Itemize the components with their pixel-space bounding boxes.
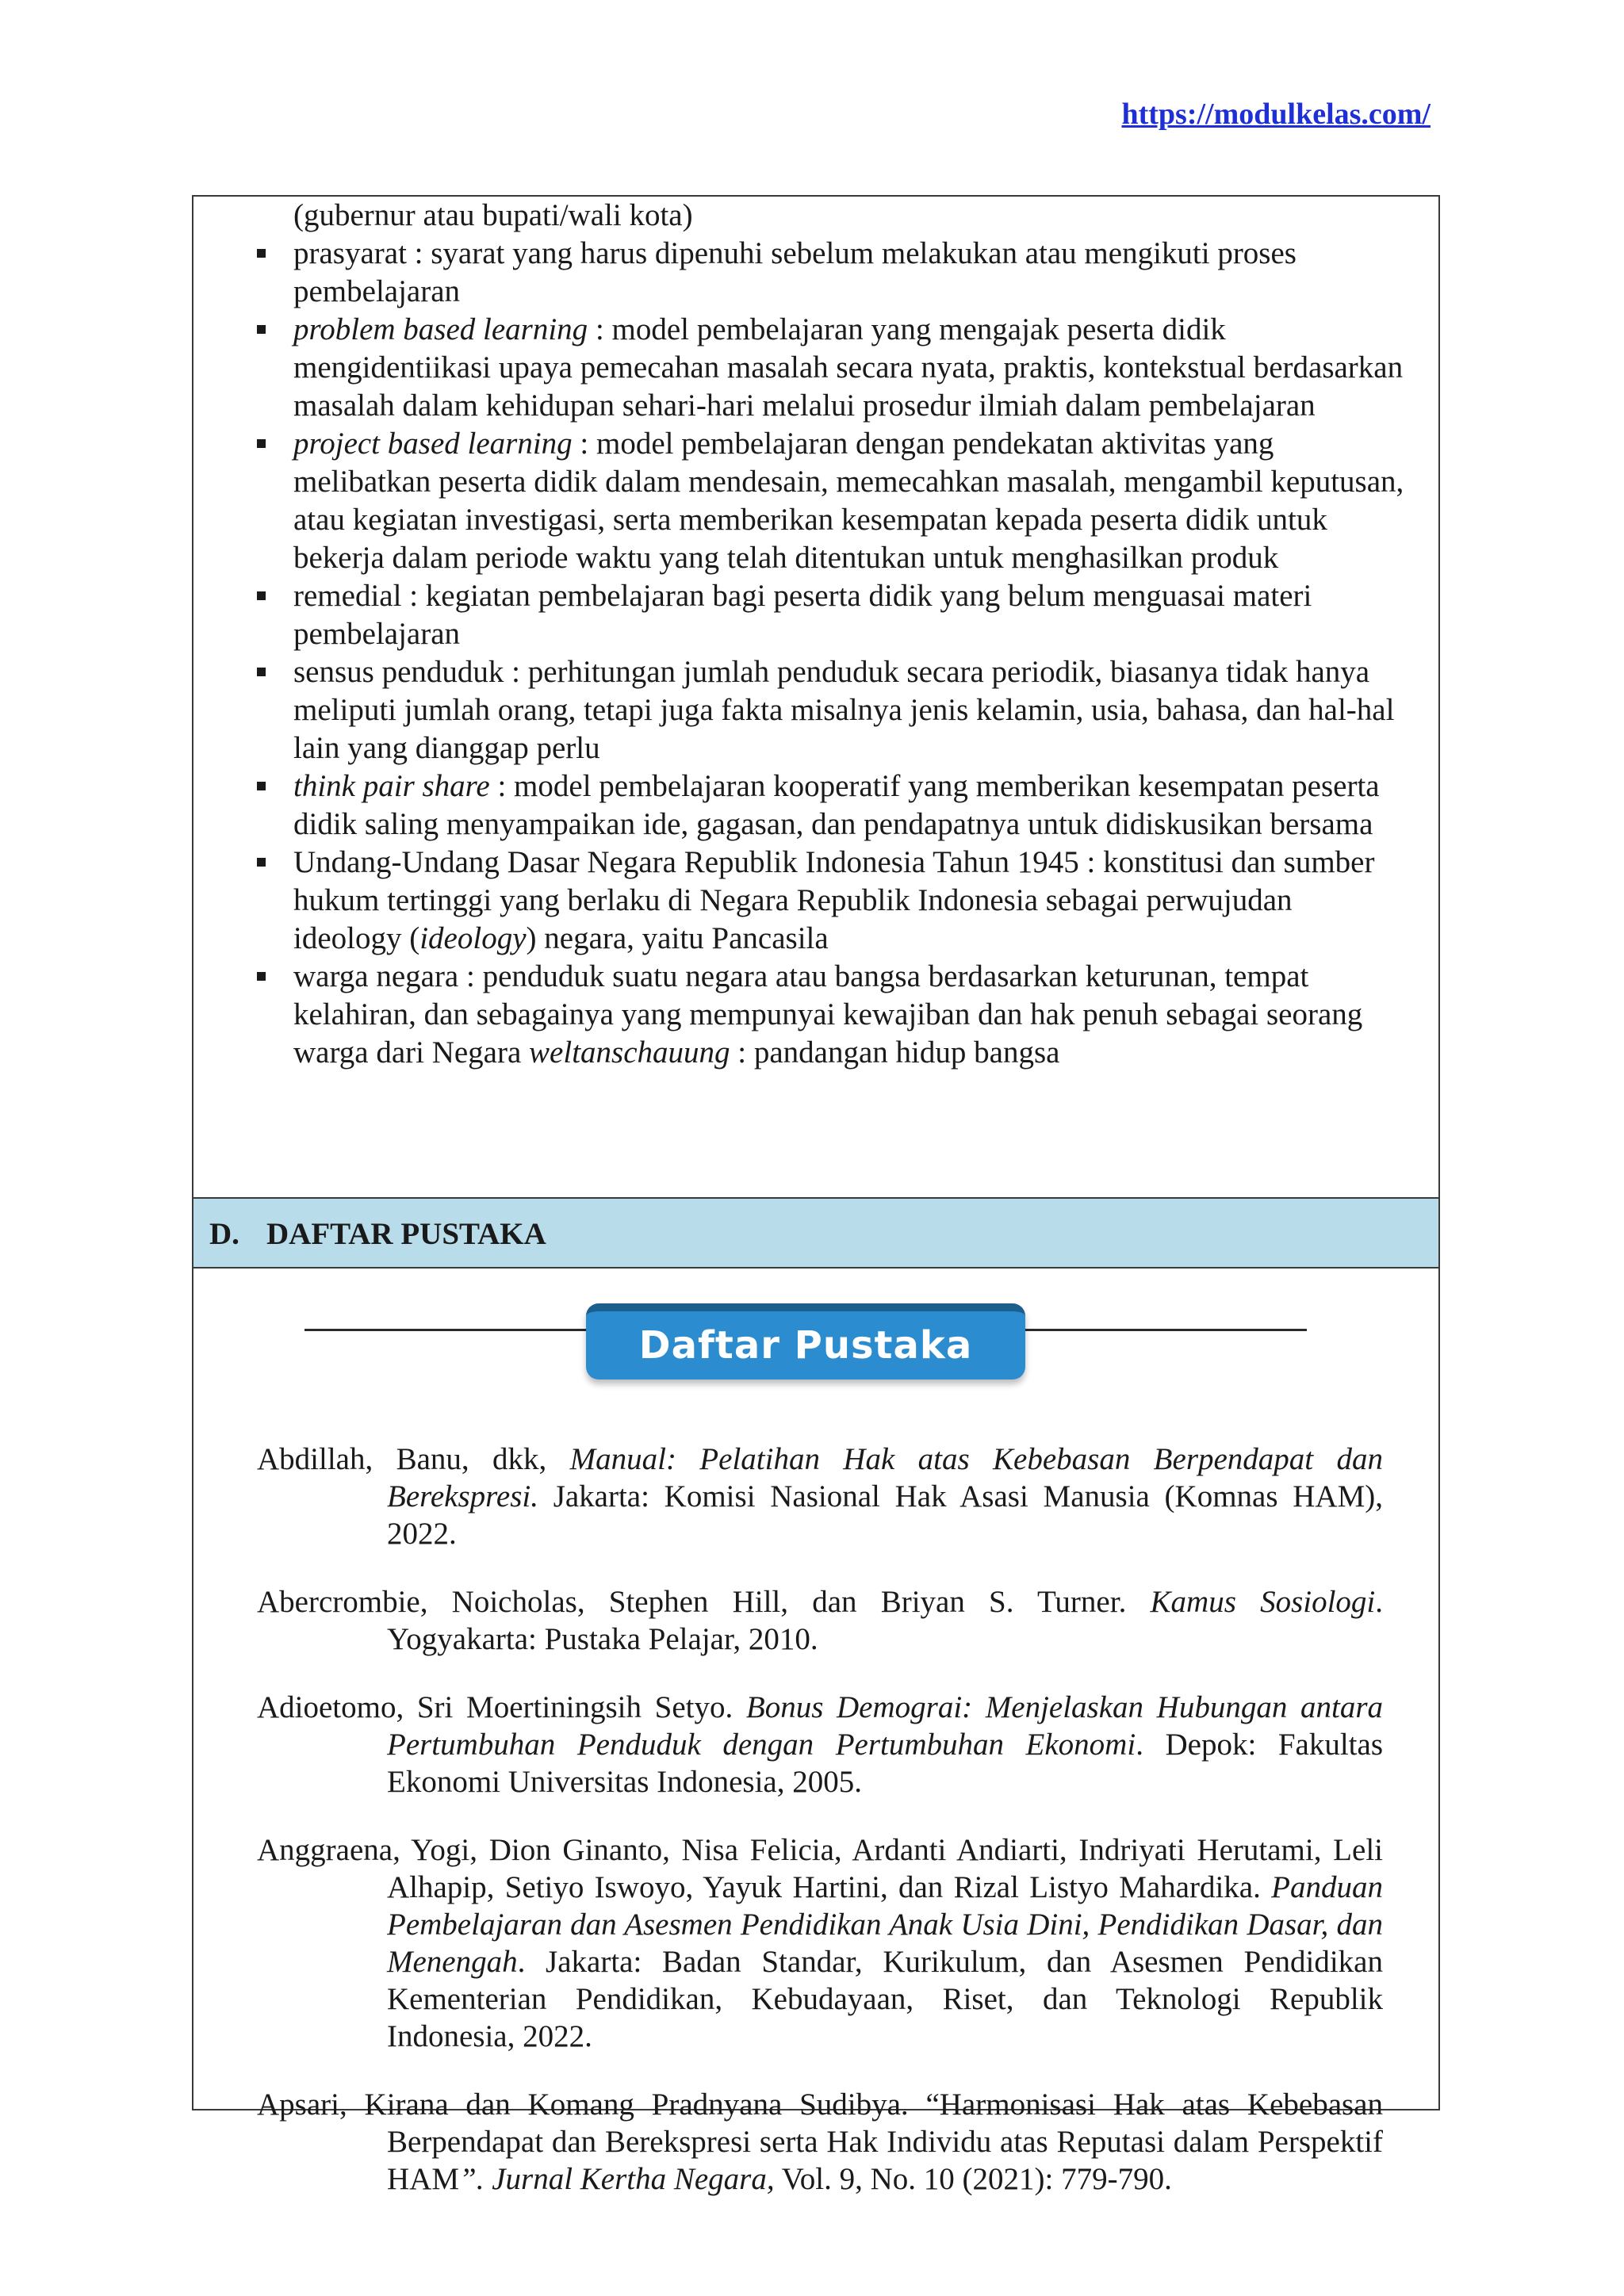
glossary-item: [193, 425, 1438, 577]
glossary-term: remedial: [293, 579, 402, 613]
glossary-term: Undang-Undang Dasar Negara Republik Indonesia Tahun 1945: [293, 845, 1079, 879]
glossary-definition: : model pembelajaran yang mengajak peserta didik mengidentiikasi upaya pemecahan masalah secara nyata, praktis, kontekstual berdasarkan masalah dalam kehidupan sehari-hari melalui prosedur ilmiah dalam pembelajaran: [293, 312, 1404, 423]
reference-entry: [257, 1689, 1383, 1800]
glossary-term: warga negara: [293, 959, 459, 993]
reference-authors: Anggraena, Yogi, Dion Ginanto, Nisa Felicia, Ardanti Andiarti, Indriyati Herutami, Leli Alhapip, Setiyo Iswoyo, Yayuk Hartini, dan Rizal Listyo Mahardika.: [257, 1833, 1383, 1904]
glossary-list: [193, 235, 1438, 1072]
glossary-item: [193, 311, 1438, 425]
glossary-definition: : model pembelajaran dengan pendekatan aktivitas yang melibatkan peserta didik dalam mendesain, memecahkan masalah, mengambil keputusan, atau kegiatan investigasi, serta memberikan kesempatan kepada peserta didik untuk bekerja dalam periode waktu yang telah ditentukan untuk menghasilkan produk: [293, 427, 1404, 575]
reference-title: ”. Jurnal Kertha Negara,: [459, 2162, 775, 2196]
reference-authors: Apsari, Kirana dan Komang Pradnyana Sudibya. “Harmonisasi Hak atas Kebebasan Berpendapat dan Berekspresi serta Hak Individu atas Reputasi dalam Perspektif HAM: [257, 2087, 1383, 2196]
banner-label: Daftar Pustaka: [638, 1323, 973, 1368]
banner-label-box: [586, 1303, 1025, 1380]
glossary-definition: : kegiatan pembelajaran bagi peserta didik yang belum menguasai materi pembelajaran: [293, 579, 1312, 651]
reference-entry: [257, 2086, 1383, 2198]
reference-entry: [257, 1441, 1383, 1552]
section-title: DAFTAR PUSTAKA: [266, 1217, 546, 1251]
reference-entry: [257, 1583, 1383, 1658]
banner-divider-left: [304, 1329, 586, 1331]
glossary-item: [193, 844, 1438, 958]
reference-list: [257, 1410, 1383, 2214]
reference-title: Manual: Pelatihan Hak atas Kebebasan Berpendapat dan Berekspresi.: [387, 1442, 1383, 1513]
glossary-item: [193, 653, 1438, 767]
glossary-term: project based learning: [293, 427, 573, 461]
bullet-icon: [257, 782, 266, 790]
reference-authors: Abdillah, Banu, dkk,: [257, 1442, 570, 1476]
reference-authors: Adioetomo, Sri Moertiningsih Setyo.: [257, 1690, 746, 1724]
glossary-definition-italic: ideology: [419, 921, 527, 955]
daftar-pustaka-banner: [304, 1295, 1307, 1384]
reference-publisher: Vol. 9, No. 10 (2021): 779-790.: [774, 2162, 1172, 2196]
glossary-item: [193, 577, 1438, 653]
reference-entry: [257, 1831, 1383, 2055]
bullet-icon: [257, 439, 266, 448]
reference-title: Bonus Demograi: Menjelaskan Hubungan antara Pertumbuhan Penduduk dengan Pertumbuhan Ekonomi: [387, 1690, 1383, 1762]
bullet-icon: [257, 591, 266, 600]
glossary-item: [193, 235, 1438, 311]
glossary-section: [193, 197, 1438, 1197]
glossary-term: prasyarat: [293, 236, 407, 270]
glossary-definition-end: : pandangan hidup bangsa: [730, 1035, 1060, 1070]
glossary-continuation: (gubernur atau bupati/wali kota): [293, 198, 693, 232]
glossary-item: [193, 767, 1438, 844]
reference-publisher: . Depok: Fakultas Ekonomi Universitas Indonesia, 2005.: [387, 1728, 1383, 1799]
glossary-item: [193, 958, 1438, 1072]
glossary-definition: : konstitusi dan sumber hukum tertinggi yang berlaku di Negara Republik Indonesia sebagai perwujudan ideology (: [293, 845, 1375, 955]
site-url-link[interactable]: https://modulkelas.com/: [1121, 98, 1431, 131]
banner-divider-right: [1025, 1329, 1307, 1331]
bullet-icon: [257, 972, 266, 981]
reference-publisher: . Jakarta: Badan Standar, Kurikulum, dan Asesmen Pendidikan Kementerian Pendidikan, Kebudayaan, Riset, dan Teknologi Republik Indonesia, 2022.: [387, 1945, 1383, 2053]
glossary-definition: : perhitungan jumlah penduduk secara periodik, biasanya tidak hanya meliputi jumlah orang, tetapi juga fakta misalnya jenis kelamin, usia, bahasa, dan hal-hal lain yang dianggap perlu: [293, 655, 1395, 765]
reference-authors: Abercrombie, Noicholas, Stephen Hill, dan Briyan S. Turner.: [257, 1585, 1151, 1619]
section-header: [193, 1197, 1438, 1269]
reference-title: Panduan Pembelajaran dan Asesmen Pendidikan Anak Usia Dini, Pendidikan Dasar, dan Menengah: [387, 1870, 1383, 1979]
glossary-definition: : model pembelajaran kooperatif yang memberikan kesempatan peserta didik saling menyampaikan ide, gagasan, dan pendapatnya untuk didiskusikan bersama: [293, 769, 1380, 841]
section-letter: D.: [209, 1217, 239, 1251]
reference-publisher: Jakarta: Komisi Nasional Hak Asasi Manusia (Komnas HAM), 2022.: [387, 1479, 1383, 1551]
content-frame: [192, 195, 1440, 2196]
bullet-icon: [257, 858, 266, 867]
reference-publisher: . Yogyakarta: Pustaka Pelajar, 2010.: [387, 1585, 1383, 1656]
glossary-definition: : syarat yang harus dipenuhi sebelum melakukan atau mengikuti proses pembelajaran: [293, 236, 1297, 308]
glossary-term: think pair share: [293, 769, 490, 803]
bullet-icon: [257, 668, 266, 676]
glossary-definition: : penduduk suatu negara atau bangsa berdasarkan keturunan, tempat kelahiran, dan sebagainya yang mempunyai kewajiban dan hak penuh sebagai seorang warga dari Negara: [293, 959, 1363, 1070]
bullet-icon: [257, 249, 266, 258]
glossary-definition-end: ) negara, yaitu Pancasila: [526, 921, 829, 955]
glossary-definition-italic: weltanschauung: [529, 1035, 730, 1070]
glossary-term: problem based learning: [293, 312, 588, 346]
reference-title: Kamus Sosiologi: [1150, 1585, 1376, 1619]
bullet-icon: [257, 325, 266, 334]
glossary-term: sensus penduduk: [293, 655, 504, 689]
